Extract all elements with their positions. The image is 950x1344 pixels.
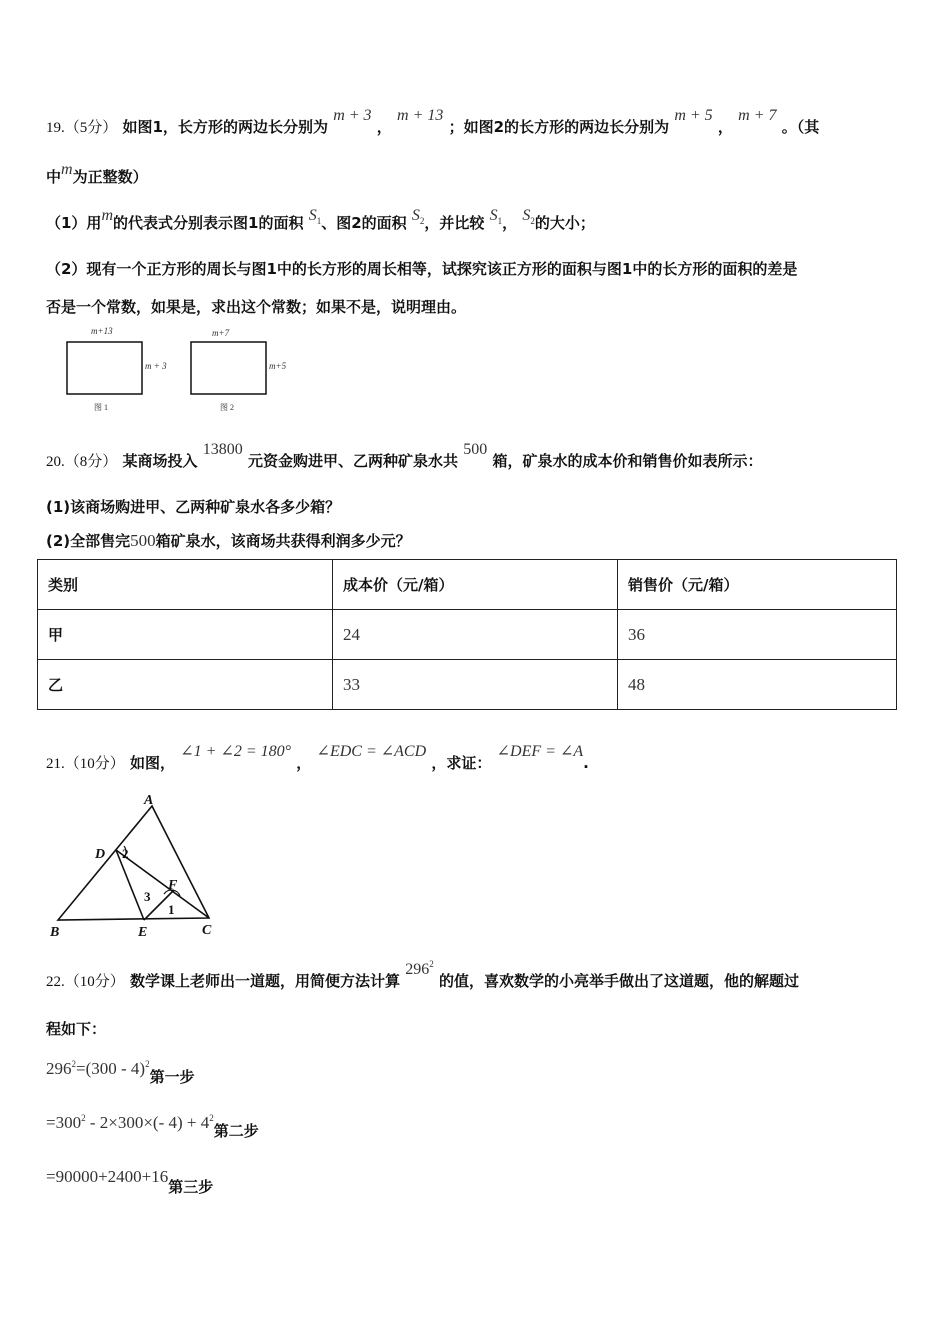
price-table — [37, 559, 897, 710]
q19-line5: 否是一个常数，如果是，求出这个常数；如果不是，说明理由。 — [46, 298, 467, 316]
q19-line1: 19.（5分） 如图1，长方形的两边长分别为 m + 3 ， m + 13 ；如图2的长方形的两边长分别为 m + 5 ， m + 7 。（其 — [46, 107, 820, 136]
q20-count: 500 — [463, 441, 488, 458]
q19-expr-m-plus-7: m + 7 — [738, 107, 777, 124]
q19-expr-m-plus-3: m + 3 — [333, 107, 372, 124]
header-cost: 成本价（元/箱） — [333, 560, 618, 610]
label-E: E — [138, 925, 148, 940]
q22-line2: 程如下： — [46, 1020, 107, 1038]
q21-eq3: ∠DEF = ∠A — [496, 743, 584, 760]
q19-line4: （2）现有一个正方形的周长与图1中的长方形的周长相等，试探究该正方形的面积与图1中的长方形的面积的差是 — [46, 260, 798, 278]
q19-figures — [60, 322, 320, 417]
q19-number: 19.（5分） — [46, 120, 118, 136]
q22-step2: $=300^2 - 2\times 300\times(-$ $4) + 4^2$第二步 — [46, 1113, 259, 1140]
q21-line: 21.（10分） 如图， ∠1 + ∠2 = 180° ， ∠EDC = ∠ACD ，求证： ∠DEF = ∠A. — [46, 743, 589, 772]
fig1-rectangle — [67, 342, 142, 394]
q21-eq1: ∠1 + ∠2 = 180° — [180, 743, 292, 760]
fig2-top-label: m+7 — [212, 328, 230, 338]
label-B: B — [50, 925, 60, 940]
label-A: A — [144, 793, 154, 808]
q22-step3: =90000+2400+16第三步 — [46, 1167, 214, 1196]
q22-power: $296^2$ — [405, 959, 434, 978]
label-angle-2: 2 — [122, 846, 129, 861]
q20-sub2: (2)全部售完500箱矿泉水，该商场共获得利润多少元？ — [46, 531, 411, 550]
fig2-side-label: m+5 — [269, 361, 287, 371]
q20-line1: 20.（8分） 某商场投入 13800 元资金购进甲、乙两种矿泉水共 500 箱，矿泉水的成本价和销售价如表所示： — [46, 441, 763, 470]
header-price: 销售价（元/箱） — [618, 560, 897, 610]
label-D: D — [95, 847, 106, 862]
q20-sub1: (1)该商场购进甲、乙两种矿泉水各多少箱？ — [46, 498, 341, 516]
label-angle-3: 3 — [144, 889, 151, 904]
header-category: 类别 — [38, 560, 333, 610]
q20-amount: 13800 — [202, 441, 243, 458]
q21-eq2: ∠EDC = ∠ACD — [316, 743, 427, 760]
table-header-row — [38, 560, 897, 610]
fig1-top-label: m+13 — [91, 326, 113, 336]
q22-line1: 22.（10分） 数学课上老师出一道题，用简便方法计算 $296^2$ 的值，喜欢数学的小亮举手做出了这道题，他的解题过 — [46, 959, 799, 990]
table-row: 乙 33 48 — [38, 660, 897, 710]
q19-line2: 中m为正整数） — [46, 161, 148, 186]
q19-expr-m-plus-13: m + 13 — [397, 107, 444, 124]
fig2-caption: 图 2 — [220, 403, 234, 412]
q22-step1: $296^2=(300 - 4)^2$第一步 — [46, 1059, 195, 1086]
fig1-side-label: m + 3 — [145, 361, 167, 371]
fig1-caption: 图 1 — [94, 403, 108, 412]
table-row: 甲 24 36 — [38, 610, 897, 660]
q19-expr-m-plus-5: m + 5 — [674, 107, 713, 124]
label-angle-1: 1 — [168, 902, 175, 917]
q19-line3: （1）用m的代表式分别表示图1的面积 $S_1$、图2的面积 $S_2$，并比较 $S_1$， $S_2$的大小； — [46, 207, 595, 232]
label-F: F — [168, 878, 178, 893]
q21-triangle-figure — [44, 790, 224, 945]
label-C: C — [202, 923, 212, 938]
fig2-rectangle — [191, 342, 266, 394]
